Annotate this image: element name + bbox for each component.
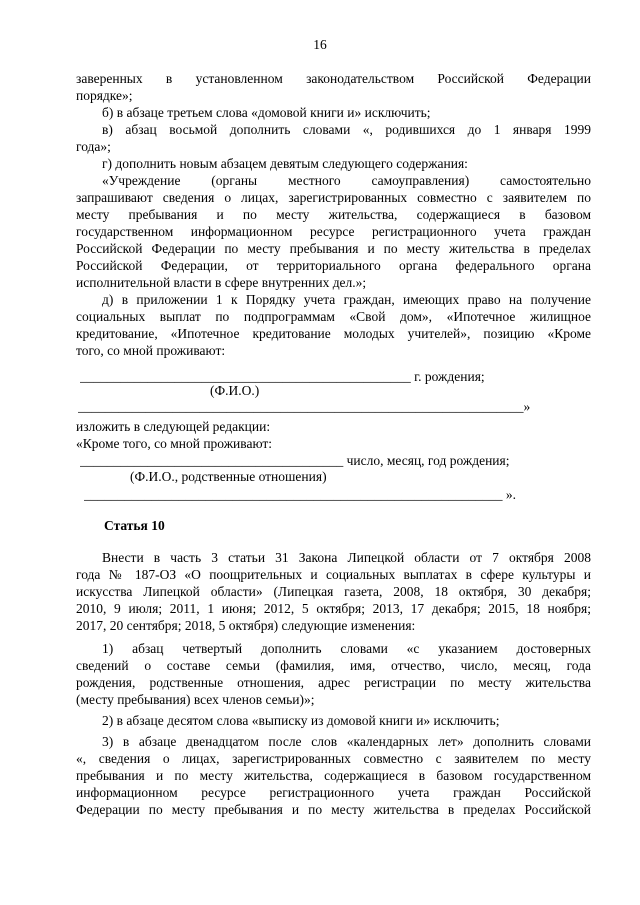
text-line: запрашивают сведения о лицах, зарегистрированных совместно с заявителем по [76,190,591,205]
text-line: Российской Федерации, от территориального органа федерального органа [76,258,591,273]
text-line: месту пребывания и по месту жительства, содержащиеся в базовом [76,207,591,222]
text-line: 2) в абзаце десятом слова «выписку из домовой книги и» исключить; [102,713,500,728]
text-line: сведений о составе семьи (фамилия, имя, отчество, число, месяц, года [76,658,591,673]
text-line: государственном информационном ресурсе регистрационного учета граждан [76,224,591,239]
text-line: того, со мной проживают: [76,343,226,358]
text-line: д) в приложении 1 к Порядку учета граждан, имеющих право на получение [102,292,591,307]
text-line: рождения, родственные отношения, адрес регистрации по месту жительства [76,675,591,690]
blank-line-end: ______________________________________________________________ ». [84,487,516,502]
text-line: года»; [76,139,111,154]
text-line: в) абзац восьмой дополнить словами «, родившихся до 1 января 1999 [102,122,591,137]
text-line: 1) абзац четвертый дополнить словами «с указанием достоверных [102,641,591,656]
text-line: «Учреждение (органы местного самоуправления) самостоятельно [102,173,591,188]
text-line: «Кроме того, со мной проживают: [76,436,273,451]
text-line: порядке»; [76,88,133,103]
text-line: Внести в часть 3 статьи 31 Закона Липецкой области от 7 октября 2008 [102,550,591,565]
blank-line-birth: _________________________________________________ г. рождения; [80,369,485,384]
fio-caption: (Ф.И.О.) [210,383,260,398]
text-line: кредитование, «Ипотечное кредитование молодых учителей», позицию «Кроме [76,326,591,341]
text-line: (месту пребывания) всех членов семьи)»; [76,692,315,707]
text-line: социальных выплат по подпрограммам «Свой дом», «Ипотечное жилищное [76,309,591,324]
text-line: года № 187-ОЗ «О поощрительных и социальных выплатах в сфере культуры и [76,567,591,582]
text-line: пребывания и по месту жительства, содержащиеся в базовом государственном [76,768,591,783]
text-line: изложить в следующей редакции: [76,419,271,434]
text-line: 2010, 9 июля; 2011, 1 июня; 2012, 5 октября; 2013, 17 декабря; 2015, 18 ноября; [76,601,591,616]
text-line: г) дополнить новым абзацем девятым следующего содержания: [102,156,468,171]
relation-caption: (Ф.И.О., родственные отношения) [130,469,327,484]
text-line: 2017, 20 сентября; 2018, 5 октября) следующие изменения: [76,618,416,633]
text-line: исполнительной власти в сфере внутренних дел.»; [76,275,367,290]
text-line: «, сведения о лицах, зарегистрированных совместно с заявителем по месту [76,751,591,766]
article-heading: Статья 10 [104,518,165,533]
text-line: б) в абзаце третьем слова «домовой книги и» исключить; [102,105,431,120]
text-line: искусства Липецкой области» (Липецкая газета, 2008, 18 октября, 30 декабря; [76,584,591,599]
text-line: 3) в абзаце двенадцатом после слов «календарных лет» дополнить словами [102,734,591,749]
text-line: Федерации по месту пребывания и по месту жительства в пределах Российской [76,802,591,817]
blank-line-date: _______________________________________ число, месяц, год рождения; [80,453,510,468]
page-number: 16 [313,37,327,52]
text-line: Российской Федерации по месту пребывания и по месту жительства в пределах [76,241,591,256]
text-line: заверенных в установленном законодательством Российской Федерации [76,71,591,86]
text-line: информационном ресурсе регистрационного учета граждан Российской [76,785,591,800]
blank-line: __________________________________________________________________» [78,399,531,414]
